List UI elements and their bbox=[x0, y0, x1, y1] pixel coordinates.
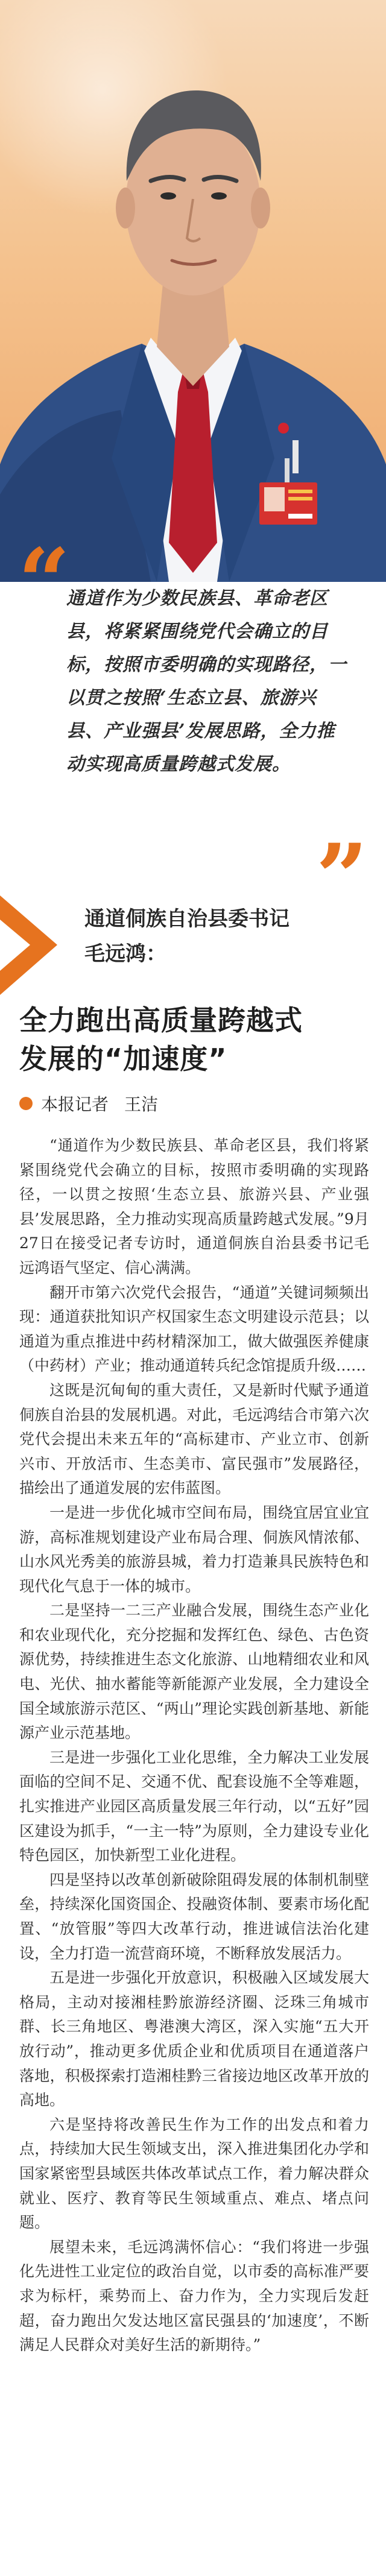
open-quote-icon: “ bbox=[18, 529, 71, 635]
speaker-name: 毛远鸿： bbox=[84, 942, 166, 966]
party-pin bbox=[278, 423, 289, 434]
headline-line-1: 全力跑出高质量跨越式 bbox=[19, 1004, 303, 1037]
chevron-right-icon bbox=[0, 895, 57, 995]
article-paragraph: 二是坚持一二三产业融合发展，围绕生态产业化和农业现代化，充分挖掘和发挥红色、绿色、古色资源优势，持续推进生态文化旅游、山地精细农业和风电、光伏、抽水蓄能等新能源产业发展，全力建设全国全域旅游示范区、“两山”理论实践创新基地、新能源产业示范基地。 bbox=[19, 1602, 369, 1742]
reporter-role: 本报记者 bbox=[41, 1094, 109, 1114]
portrait-photo bbox=[0, 0, 386, 582]
article-paragraph: 一是进一步优化城市空间布局，围绕宜居宜业宜游，高标准规划建设产业布局合理、侗族风情浓郁、山水风光秀美的旅游县城，着力打造兼具民族特色和现代化气息于一体的城市。 bbox=[19, 1503, 369, 1595]
article-body bbox=[19, 1134, 369, 2358]
pull-quote-text: 通道作为少数民族县、革命老区县，将紧紧围绕党代会确立的目标，按照市委明确的实现路径，一以贯之按照‘生态立县、旅游兴县、产业强县’发展思路，全力推动实现高质量跨越式发展。 bbox=[66, 588, 347, 775]
portrait-figure bbox=[0, 0, 386, 582]
article-paragraph: 五是进一步强化开放意识，积极融入区域发展大格局，主动对接湘桂黔旅游经济圈、泛珠三角城市群、长三角地区、粤港澳大湾区，深入实施“五大开放行动”，推动更多优质企业和优质项目在通道落户落地，积极探索打造湘桂黔三省接边地区改革开放的高地。 bbox=[19, 1969, 369, 2109]
speaker-title bbox=[84, 901, 374, 971]
reporter-name: 王洁 bbox=[124, 1094, 159, 1114]
article-paragraph: 这既是沉甸甸的重大责任，又是新时代赋予通道侗族自治县的发展机遇。对此，毛远鸿结合市第六次党代会提出未来五年的“高标建市、产业立市、创新兴市、开放活市、生态美市、富民强市”发展路径，描绘出了通道发展的宏伟蓝图。 bbox=[19, 1381, 369, 1497]
article-paragraph: 四是坚持以改革创新破除阻碍发展的体制机制壁垒，持续深化国资国企、投融资体制、要素市场化配置、“放管服”等四大改革行动，推进诚信法治化建设，全力打造一流营商环境，不断释放发展活力。 bbox=[19, 1870, 369, 1962]
speaker-position: 通道侗族自治县委书记 bbox=[84, 907, 290, 931]
bullet-dot-icon bbox=[19, 1097, 33, 1110]
article-paragraph: 翻开市第六次党代会报告，“通道”关键词频频出现：通道获批知识产权国家生态文明建设示范县；以通道为重点推进中药材精深加工，做大做强医养健康（中药材）产业；推动通道转兵纪念馆提质升级…… bbox=[19, 1283, 369, 1375]
article-paragraph: 展望未来，毛远鸿满怀信心：“我们将进一步强化先进性工业定位的政治自觉，以市委的高标准严要求为标杆，乘势而上、奋力作为，全力实现后发赶超，奋力跑出欠发达地区富民强县的‘加速度’，不断满足人民群众对美好生活的新期待。” bbox=[19, 2238, 369, 2354]
article-paragraph: “通道作为少数民族县、革命老区县，我们将紧紧围绕党代会确立的目标，按照市委明确的实现路径，一以贯之按照‘生态立县、旅游兴县、产业强县’发展思路，全力推动实现高质量跨越式发展。”9月27日在接受记者专访时，通道侗族自治县委书记毛远鸿语气坚定、信心满满。 bbox=[19, 1137, 369, 1277]
close-quote-icon: ” bbox=[315, 824, 368, 930]
article-paragraph: 三是进一步强化工业化思维，全力解决工业发展面临的空间不足、交通不优、配套设施不全等难题，扎实推进产业园区高质量发展三年行动，以“五好”园区建设为抓手，“一主一特”为原则，全力建设专业化特色园区，加快新型工业化进程。 bbox=[19, 1748, 369, 1864]
headline-line-2: 发展的“加速度” bbox=[19, 1043, 227, 1075]
speaker-header bbox=[0, 889, 386, 1004]
article-headline bbox=[19, 1001, 375, 1078]
article-paragraph: 六是坚持将改善民生作为工作的出发点和着力点，持续加大民生领域支出，深入推进集团化办学和国家紧密型县域医共体改革试点工作，着力解决群众就业、医疗、教育等民生领域重点、难点、堵点问题。 bbox=[19, 2115, 369, 2232]
reporter-byline bbox=[19, 1091, 357, 1118]
